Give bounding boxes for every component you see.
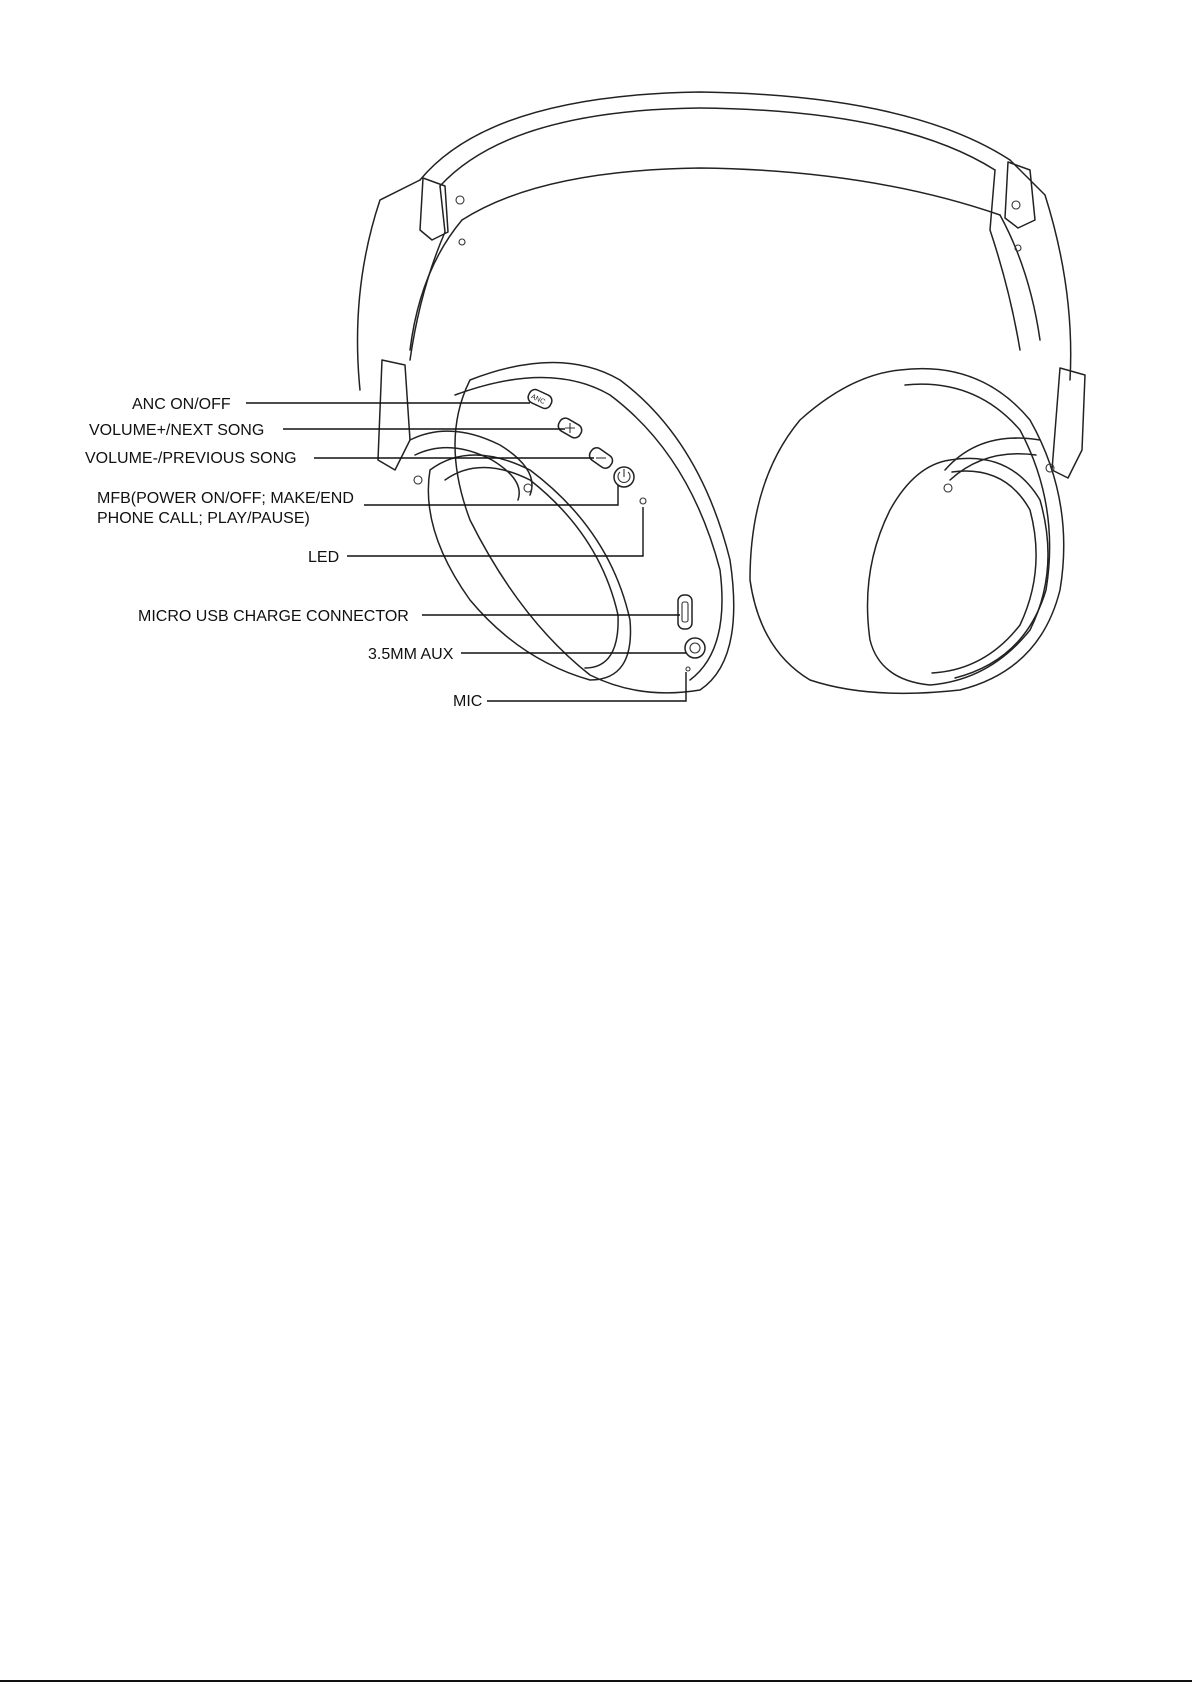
label-aux: 3.5MM AUX (368, 646, 454, 663)
label-usb: MICRO USB CHARGE CONNECTOR (138, 608, 409, 625)
label-volume-down: VOLUME-/PREVIOUS SONG (85, 450, 297, 467)
led-leader (347, 507, 643, 556)
headband (358, 92, 1086, 478)
micro-usb-port (678, 595, 692, 629)
aux-jack (685, 638, 705, 658)
svg-text:ANC: ANC (529, 393, 547, 406)
right-earcup (750, 369, 1064, 694)
mic-leader (487, 672, 686, 701)
mic-hole (686, 667, 690, 671)
label-volume-up: VOLUME+/NEXT SONG (89, 422, 265, 439)
volume-up-button (556, 416, 584, 440)
power-button-icon (614, 467, 634, 487)
label-mfb-line1: MFB(POWER ON/OFF; MAKE/END (97, 490, 354, 507)
label-anc: ANC ON/OFF (132, 396, 231, 413)
label-led: LED (308, 549, 340, 566)
led-indicator (640, 498, 646, 504)
page-bottom-rule (0, 1680, 1192, 1682)
left-earcup (410, 363, 734, 693)
mfb-leader (364, 485, 618, 505)
anc-button (526, 388, 554, 411)
label-mfb-line2: PHONE CALL; PLAY/PAUSE) (97, 510, 310, 527)
label-mic: MIC (453, 693, 483, 710)
callout-labels (85, 396, 482, 710)
